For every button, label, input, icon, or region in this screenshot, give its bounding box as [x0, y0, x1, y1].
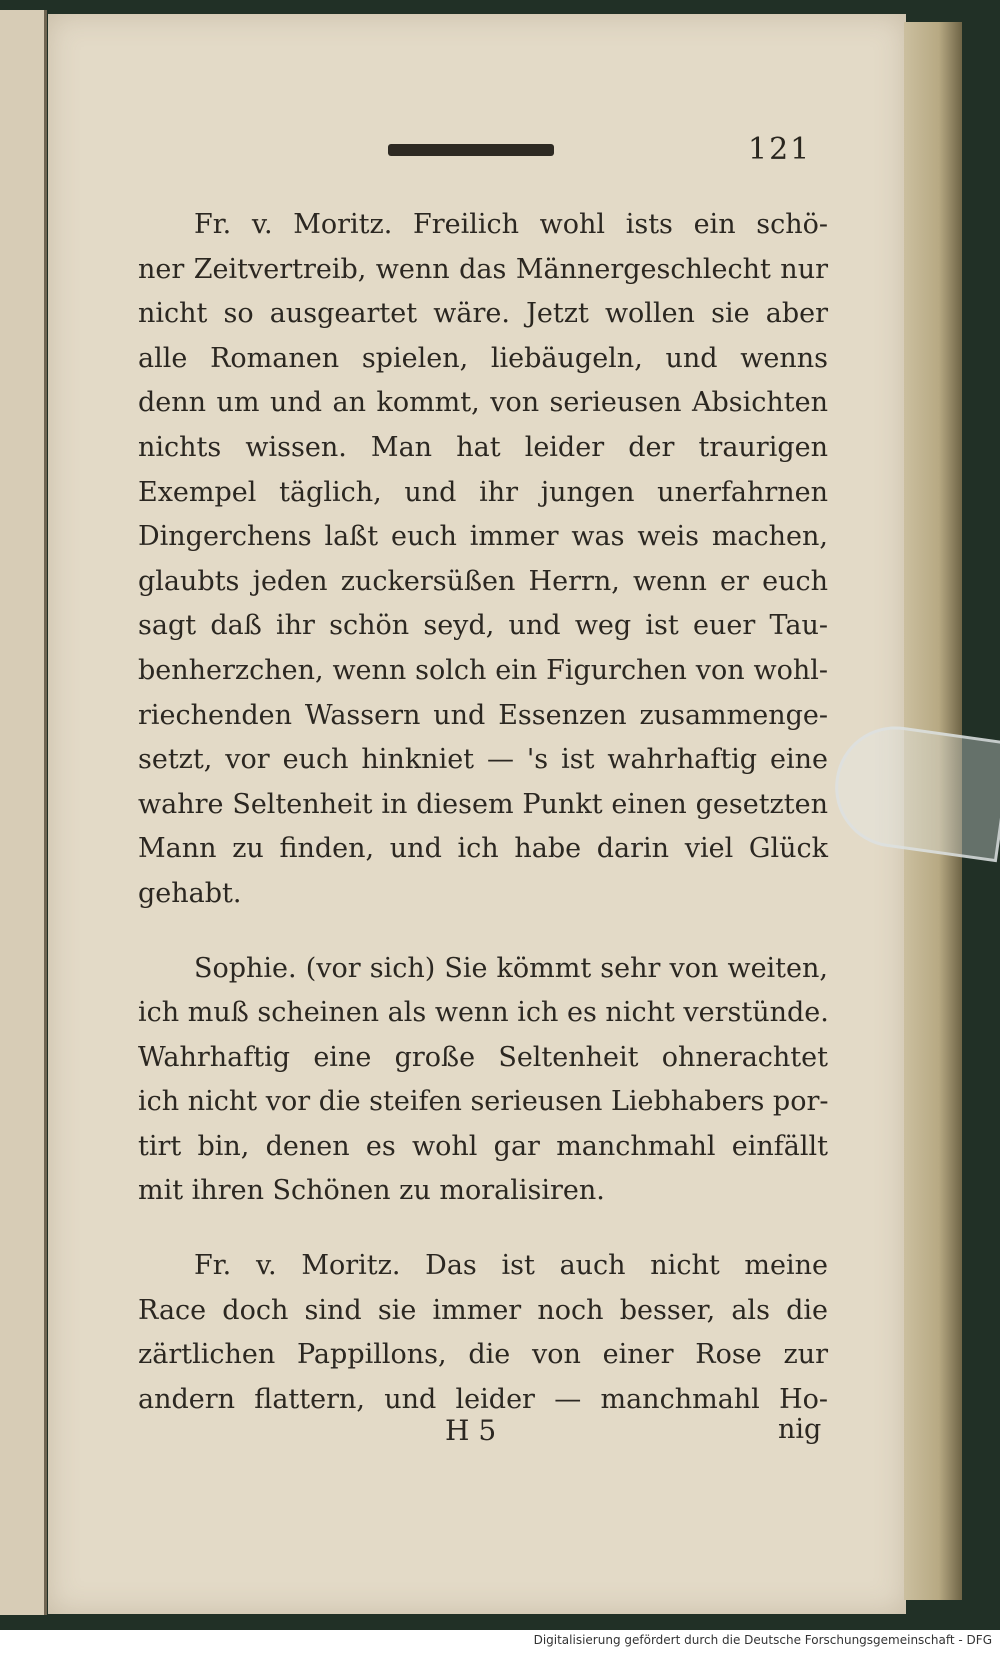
text-line: Dingerchens laßt euch immer was weis machen, [138, 521, 828, 553]
text-line: alle Romanen spielen, liebäugeln, und wenns [138, 342, 828, 374]
text-line: Fr. v. Moritz. Freilich wohl ists ein schö- [194, 209, 828, 240]
text-line: zärtlichen Pappillons, die von einer Rose zur [138, 1339, 828, 1371]
text-line: ner Zeitvertreib, wenn das Männergeschlecht nur [138, 253, 828, 285]
text-line: glaubts jeden zuckersüßen Herrn, wenn er euch [138, 565, 828, 597]
text-line: tirt bin, denen es wohl gar manchmahl einfällt [138, 1130, 828, 1162]
text-line: Sophie. (vor sich) Sie kömmt sehr von weiten, [194, 952, 828, 984]
footer-bar [0, 1630, 1000, 1654]
text-line: Exempel täglich, und ihr jungen unerfahrnen [138, 476, 828, 508]
text-line: Race doch sind sie immer noch besser, als die [138, 1294, 828, 1326]
text-line: nichts wissen. Man hat leider der traurigen [138, 431, 828, 463]
text-line: nicht so ausgeartet wäre. Jetzt wollen sie aber [138, 298, 828, 330]
text-line: ich muß scheinen als wenn ich es nicht verstünde. [138, 997, 829, 1029]
text-line: andern flattern, und leider — manchmahl Ho- [138, 1383, 828, 1415]
text-line: setzt, vor euch hinkniet — 's ist wahrhaftig eine [138, 744, 828, 776]
page-number: 121 [748, 132, 812, 167]
text-line: ich nicht vor die steifen serieusen Liebhabers por- [138, 1086, 829, 1118]
text-block [138, 203, 828, 1422]
text-line: benherzchen, wenn solch ein Figurchen von wohl- [138, 654, 828, 686]
text-line: mit ihren Schönen zu moralisiren. [138, 1175, 605, 1207]
header-rule [388, 144, 554, 156]
text-line: gehabt. [138, 877, 242, 909]
signature-mark: H 5 [445, 1414, 497, 1447]
left-page-edge [0, 10, 47, 1615]
text-line: Fr. v. Moritz. Das ist auch nicht meine [194, 1250, 828, 1282]
paragraph-1 [138, 203, 828, 917]
text-line: riechenden Wassern und Essenzen zusammenge- [138, 699, 828, 731]
catchword: nig [778, 1414, 822, 1445]
text-line: wahre Seltenheit in diesem Punkt einen gesetzten [138, 788, 828, 820]
text-line: Wahrhaftig eine große Seltenheit ohnerachtet [138, 1041, 828, 1073]
text-line: Mann zu finden, und ich habe darin viel Glück [138, 833, 828, 865]
text-line: denn um und an kommt, von serieusen Absichten [138, 387, 828, 419]
paragraph-2 [138, 947, 828, 1215]
paragraph-3 [138, 1244, 828, 1422]
text-line: sagt daß ihr schön seyd, und weg ist euer Tau- [138, 610, 828, 642]
footer-credit: Digitalisierung gefördert durch die Deutsche Forschungsgemeinschaft - DFG [533, 1633, 992, 1647]
